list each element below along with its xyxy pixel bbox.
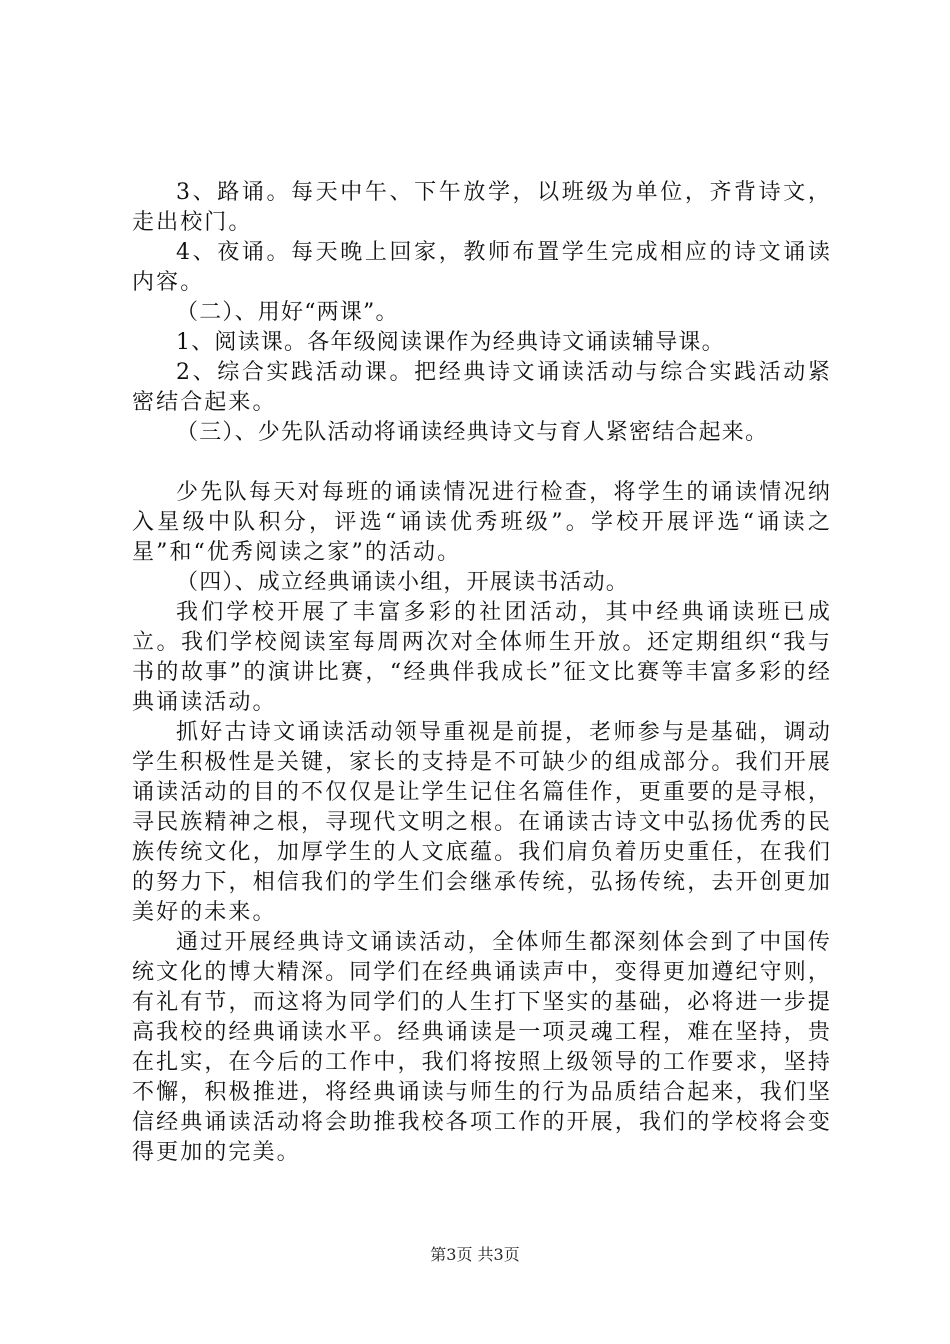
heading-young-pioneers: （三）、少先队活动将诵读经典诗文与育人紧密结合起来。 [176,420,769,445]
document-body [132,178,832,1168]
paragraph-night-recitation: 4、夜诵。每天晚上回家，教师布置学生完成相应的诗文诵读内容。 [132,240,832,295]
paragraph-reading-class: 1、阅读课。各年级阅读课作为经典诗文诵读辅导课。 [176,330,725,355]
heading-two-classes: （二）、用好“两课”。 [176,300,399,325]
paragraph-conclusion: 通过开展经典诗文诵读活动，全体师生都深刻体会到了中国传统文化的博大精深。同学们在经典诵读声中，变得更加遵纪守则，有礼有节，而这将为同学们的人生打下坚实的基础，必将进一步提高我校的经典诵读水平。经典诵读是一项灵魂工程，难在坚持，贵在扎实，在今后的工作中，我们将按照上级领导的工作要求，坚持不懈，积极推进，将经典诵读与师生的行为品质结合起来，我们坚信经典诵读活动将会助推我校各项工作的开展，我们的学校将会变得更加的完美。 [132,930,832,1165]
paragraph-gap [132,448,832,478]
paragraph-road-recitation: 3、路诵。每天中午、下午放学，以班级为单位，齐背诗文，走出校门。 [132,180,832,235]
paragraph-practice-class: 2、综合实践活动课。把经典诗文诵读活动与综合实践活动紧密结合起来。 [132,360,832,415]
heading-reading-group: （四）、成立经典诵读小组，开展读书活动。 [176,570,630,595]
paragraph-leadership: 抓好古诗文诵读活动领导重视是前提，老师参与是基础，调动学生积极性是关键，家长的支持是不可缺少的组成部分。我们开展诵读活动的目的不仅仅是让学生记住名篇佳作，更重要的是寻根，寻民族精神之根，寻现代文明之根。在诵读古诗文中弘扬优秀的民族传统文化，加厚学生的人文底蕴。我们肩负着历史重任，在我们的努力下，相信我们的学生们会继承传统，弘扬传统，去开创更加美好的未来。 [132,720,832,925]
page-number-footer: 第3页 共3页 [430,1245,520,1264]
paragraph-pioneer-checks: 少先队每天对每班的诵读情况进行检查，将学生的诵读情况纳入星级中队积分，评选“诵读优秀班级”。学校开展评选“诵读之星”和“优秀阅读之家”的活动。 [132,480,832,565]
paragraph-club-activities: 我们学校开展了丰富多彩的社团活动，其中经典诵读班已成立。我们学校阅读室每周两次对全体师生开放。还定期组织“我与书的故事”的演讲比赛，“经典伴我成长”征文比赛等丰富多彩的经典诵读活动。 [132,600,832,715]
